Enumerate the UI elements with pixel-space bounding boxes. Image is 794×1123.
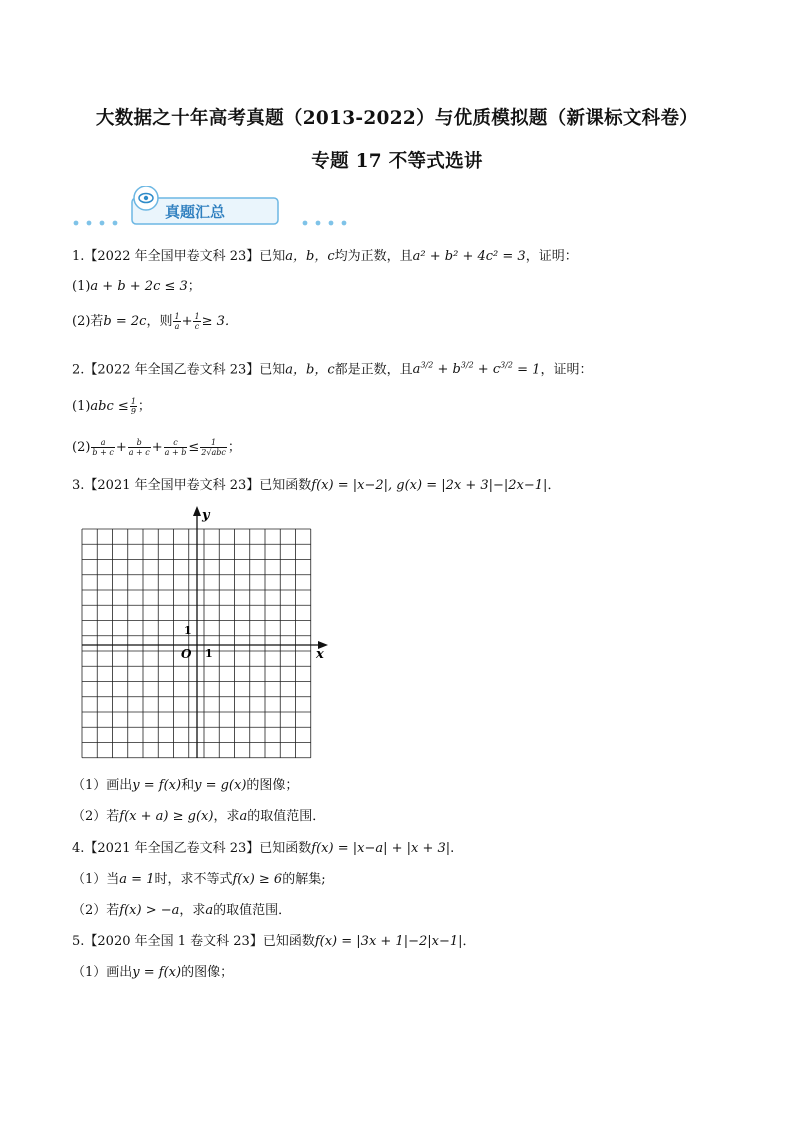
question-3: 3.【2021 年全国甲卷文科 23】已知函数f(x) = |x−2|, g(x) = |2x + 3|−|2x−1|． (72, 478, 561, 493)
question-1-part-1: (1)a + b + 2c ≤ 3； (72, 279, 201, 294)
section-banner (70, 186, 360, 230)
question-1-part-2: (2)若b = 2c，则 $\frac{1}{a}$ + $\frac{1}{c}$ ≥ 3． (72, 312, 238, 331)
y-tick-label: 1 (184, 624, 192, 637)
question-5: 5.【2020 年全国 1 卷文科 23】已知函数f(x) = |3x + 1|−2|x−1|． (72, 934, 476, 949)
y-axis-label: y (202, 508, 210, 523)
question-5-part-1: （1）画出y = f(x)的图像； (72, 965, 234, 980)
page-title: 大数据之十年高考真题（2013-2022）与优质模拟题（新课标文科卷） (95, 108, 699, 129)
page-subtitle: 专题 17 不等式选讲 (311, 151, 483, 172)
coordinate-grid (80, 506, 330, 762)
question-1: 1.【2022 年全国甲卷文科 23】已知a，b，c均为正数，且a² + b² + 4c² = 3，证明： (72, 249, 578, 264)
banner-label: 真题汇总 (165, 203, 226, 221)
question-2-part-2: (2) $\frac{a}{b + c}$ + $\frac{b}{a + c}$ + $\frac{c}{a + b}$ ≤ $\frac{1}{\text{2√abc}}$ ； (72, 438, 241, 457)
eye-icon (134, 186, 158, 210)
y-axis-arrow (193, 506, 201, 516)
question-2-part-1: (1)abc ≤ $\frac{1}{9}$ ； (72, 397, 151, 416)
x-tick-label: 1 (205, 647, 213, 660)
question-3-part-2: （2）若f(x + a) ≥ g(x)，求a的取值范围． (72, 809, 326, 824)
question-4-part-1: （1）当a = 1时，求不等式f(x) ≥ 6的解集; (72, 872, 326, 887)
origin-label: O (181, 647, 192, 661)
question-3-part-1: （1）画出y = f(x)和y = g(x)的图像； (72, 778, 299, 793)
question-4-part-2: （2）若f(x) > −a，求a的取值范围． (72, 903, 292, 918)
x-axis-label: x (316, 647, 324, 662)
question-2: 2.【2022 年全国乙卷文科 23】已知a，b，c都是正数，且$a^{3/2} + b^{3/2} + c^{3/2} = 1$，证明： (72, 361, 593, 378)
question-4: 4.【2021 年全国乙卷文科 23】已知函数f(x) = |x−a| + |x + 3|. (72, 841, 455, 856)
